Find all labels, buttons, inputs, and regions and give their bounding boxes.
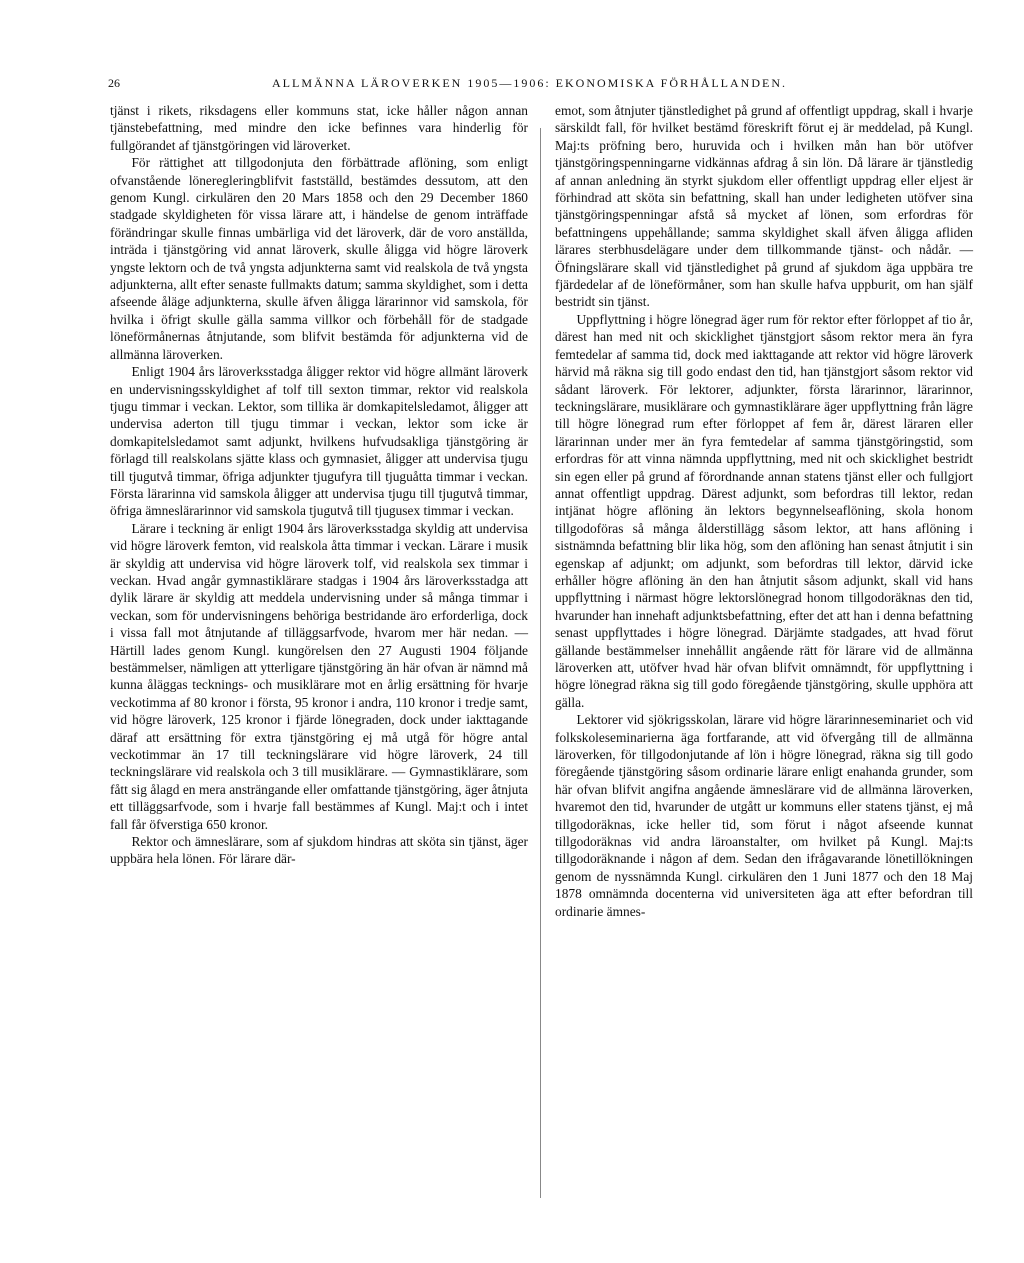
paragraph: För rättighet att tillgodonjuta den förbättrade aflöning, som enligt ofvanstående löneregleringblifvit fastställd, bestämdes dessutom, att den genom Kungl. cirkulären den 20 Mars 1858 och den 29 December 1860 stadgade skyldigheten för vissa lärare att, i händelse de genom inträffade förändringar skulle finnas umbärliga vid det läroverk, där de voro anställda, inträda i tjänstgöring vid annat läroverk, skulle åligga vid högre läroverk yngste lektorn och de två yngsta adjunkterna samt vid realskola de två yngsta adjunkterna, allt efter senaste fullmakts datum; samma skyldighet, som i detta afseende åläge adjunkterna, skulle äfven åligga lärarinnor vid samskola, för hvilka i öfrigt skulle gälla samma villkor och förbehåll för de stadgade löneförmånernas åtnjutande, som blifvit bestämda för adjunkterna vid de allmänna läroverken. <box>110 155 528 362</box>
paragraph: Uppflyttning i högre lönegrad äger rum för rektor efter förloppet af tio år, därest han med nit och skicklighet tjänstgjort såsom rektor mera än fyra femtedelar af samma tid, dock med iakttagande att rektor vid högre läroverk härvid må räkna sig till godo endast den tid, han tjänstgjort såsom rektor vid sådant läroverk. För lektorer, adjunkter, första lärarinnor, lärarinnor, teckningslärare, musiklärare och gymnastiklärare äger uppflyttning från lägre till högre lönegrad rum efter förloppet af fem år, därest läraren eller lärarinnan under mer än fyra femtedelar af samma tjänstgöringstid, som erfordras för att vinna nämnda uppflyttning, med nit och skicklighet bestridt sin egen eller på grund af förordnande annan statens tjänst eller och fullgjort annat offentligt uppdrag. Därest adjunkt, som befordras till lektor, redan intjänat högre aflöning än lektors begynnelseaflöning, skola honom tillgodoföras så många ålderstillägg såsom lektor, att hans aflöning i sistnämnda befattning blir lika hög, som den aflöning han senast åtnjutit i sin egenskap af adjunkt; om adjunkt, som befordras till lektor, därvid icke erhåller högre aflöning än den han åtnjutit såsom adjunkt, skall vid hans uppflyttning i närmast högre lektorslönegrad honom tillgodoräknas den tid, hvarunder han innehaft adjunktsbefattning, efter det att han i denna befattning senast uppflyttades i högre lönegrad. Därjämte stadgades, att hvad förut gällande bestämmelser innehållit angående rätt för lärare vid de allmänna läroverken att, utöfver hvad här ofvan blifvit omnämndt, för uppflyttning i högre lönegrad räkna sig till godo föregående tjänstgöring, skulle upphöra att gälla. <box>555 311 973 710</box>
right-column <box>555 102 973 920</box>
page-header <box>108 76 928 96</box>
paragraph: Rektor och ämneslärare, som af sjukdom hindras att sköta sin tjänst, äger uppbära hela lönen. För lärare där- <box>110 834 528 867</box>
paragraph: Enligt 1904 års läroverksstadga åligger rektor vid högre allmänt läroverk en undervisningsskyldighet af tolf till sexton timmar, rektor vid realskola tjugu timmar i veckan. Lektor, som tillika är domkapitelsledamot, åligger att undervisa aderton till tjugu timmar i veckan, lektor som icke är domkapitelsledamot samt adjunkt, hvilkens hufvudsakliga tjänstgöring är förlagd till realskolans sjätte klass och gymnasiet, åligger att undervisa tjugu till tjugutvå timmar, öfriga adjunkter tjugufyra till tjuguåtta timmar i veckan. Första lärarinna vid samskola åligger att undervisa tjugu till tjugutvå timmar, öfriga ämneslärarinnor vid samskola tjugutvå till tjugusex timmar i veckan. <box>110 364 528 519</box>
page-number: 26 <box>108 76 120 90</box>
left-column <box>110 102 528 868</box>
paragraph: Lärare i teckning är enligt 1904 års läroverksstadga skyldig att undervisa vid högre läroverk femton, vid realskola åtta timmar i veckan. Lärare i musik är skyldig att undervisa vid högre läroverk tolf, vid realskola sex timmar i veckan. Hvad angår gymnastiklärare stadgas i 1904 års läroverksstadga att dylik lärare är skyldig att meddela undervisning under så många timmar i veckan, som för undervisningens behöriga bestridande äro erforderliga, dock i vissa fall mot åtnjutande af tilläggsarfvode, hvarom mer här nedan. — Härtill lades genom Kungl. kungörelsen den 27 Augusti 1904 följande bestämmelser, nämligen att ytterligare tjänstgöring än här ofvan är nämnd må kunna åläggas tecknings- och musiklärare mot en årlig ersättning för hvarje veckotimma af 80 kronor i första, 95 kronor i andra, 110 kronor i tredje samt, vid högre läroverk, 125 kronor i fjärde lönegraden, dock under iakttagande däraf att ersättning för extra tjänstgöring ej må utgå för högre antal veckotimmar än 17 till teckningslärare vid högre läroverk, 24 till teckningslärare vid realskola och 3 till musiklärare. — Gymnastiklärare, som fått sig ålagd en mera ansträngande eller omfattande tjänstgöring, äger åtnjuta ett tilläggsarfvode, som i hvarje fall bestämmes af Kungl. Maj:t och i intet fall får öfverstiga 650 kronor. <box>110 520 528 832</box>
paragraph: emot, som åtnjuter tjänstledighet på grund af offentligt uppdrag, skall i hvarje särskildt fall, för hvilket bestämd föreskrift förut ej är meddelad, på Kungl. Maj:ts pröfning bero, huruvida och i hvilken mån han bör utöfver tjänstgöringspenningarne vidkännas afdrag å sin lön. Då lärare är tjänstledig af annan anledning än styrkt sjukdom eller offentligt uppdrag eller eljest är förhindrad att sköta sin befattning, skall han under ledigheten utöfver sina tjänstgöringspenningar afstå så mycket af lönen, som erfordras för befattningens uppehållande; samma skyldighet skall äfven åligga afliden lärares sterbhusdelägare under dem tillkommande tjänst- och nådår. — Öfningslärare skall vid tjänstledighet på grund af sjukdom äga uppbära tre fjärdedelar af de löneförmåner, som han skulle hafva uppburit, om han själf bestridt sin tjänst. <box>555 103 973 310</box>
paragraph: Lektorer vid sjökrigsskolan, lärare vid högre lärarinneseminariet och vid folkskoleseminarierna äga fortfarande, att vid öfvergång till de allmänna läroverken, för tillgodonjutande af lön i högre lönegrad, räkna sig till godo föregående tjänstgöring såsom ordinarie lärare enligt enahanda grunder, som här ofvan blifvit angifna angående ämneslärare vid de allmänna läroverken, hvaremot den tid, hvarunder de utgått ur kommuns eller statens tjänst, ej må tillgodoräknas, icke heller tid, som förut i något afseende kunnat tillgodoräknas vid andra läroanstalter, om hvilket på Kungl. Maj:ts tillgodoräknande i någon af dem. Sedan den ifrågavarande lönetillökningen genom de nyssnämnda Kungl. cirkulären den 1 Juni 1877 och den 18 Maj 1878 omnämnda docenterna vid universiteten äga att efter befordran till ordinarie ämnes- <box>555 712 973 919</box>
paragraph: tjänst i rikets, riksdagens eller kommuns stat, icke håller någon annan tjänstebefattning, med mindre den icke befinnes vara hinderlig för fullgörandet af tjänstgöringen vid läroverket. <box>110 103 528 153</box>
running-head: ALLMÄNNA LÄROVERKEN 1905—1906: EKONOMISKA FÖRHÅLLANDEN. <box>272 76 787 90</box>
column-divider <box>540 128 541 1198</box>
